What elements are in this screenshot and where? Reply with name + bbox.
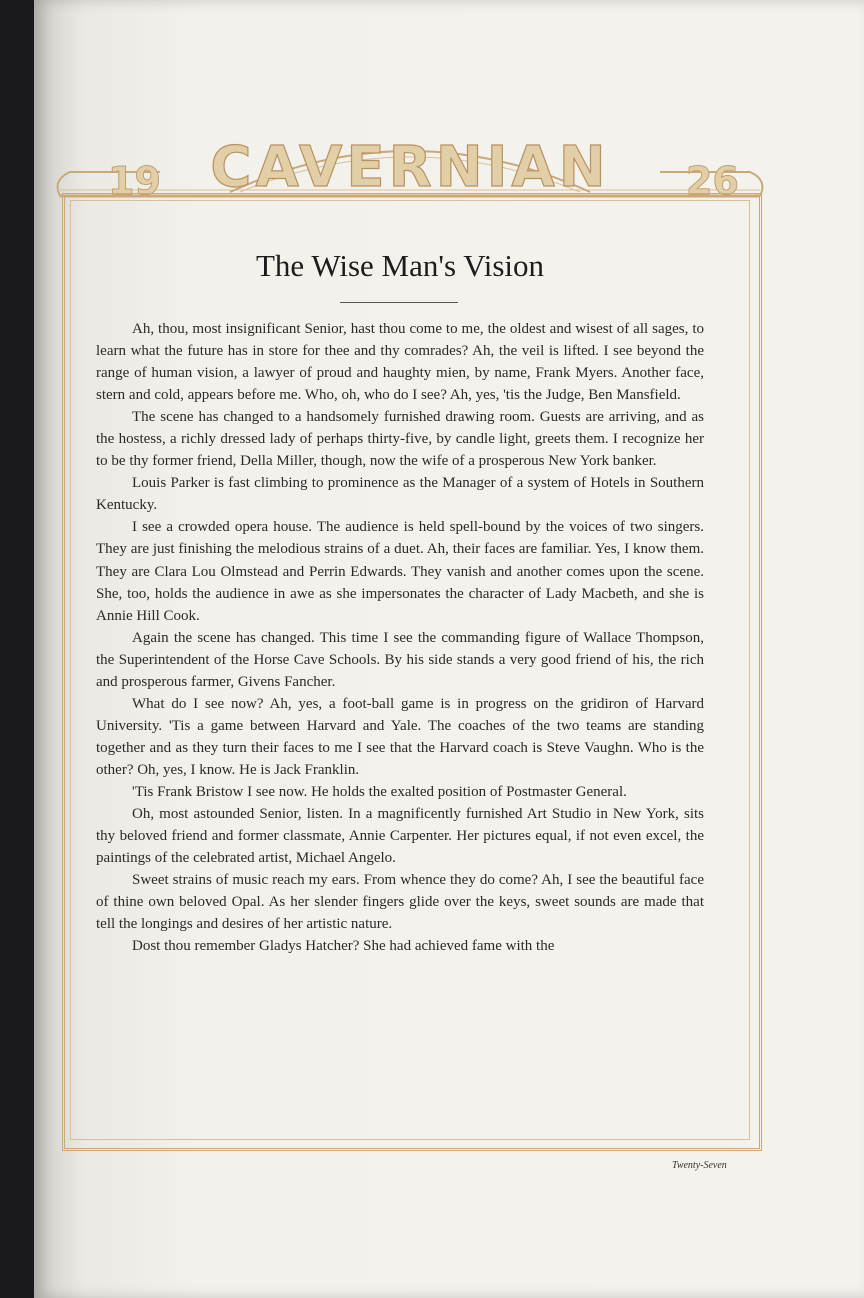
paragraph: Dost thou remember Gladys Hatcher? She had achieved fame with the <box>132 938 555 955</box>
article-body <box>96 318 704 957</box>
header-word: CAVERNIAN <box>210 135 610 200</box>
header-year-right: 26 <box>686 159 739 203</box>
paragraph: 'Tis Frank Bristow I see now. He holds the exalted position of Postmaster General. <box>132 783 627 800</box>
paragraph: Sweet strains of music reach my ears. From whence they do come? Ah, I see the beautiful face of thine own beloved Opal. As her slender fingers glide over the keys, sweet sounds are made that tell the longings and desires of her artistic nature. <box>96 872 704 933</box>
paragraph: The scene has changed to a handsomely furnished drawing room. Guests are arriving, and as the hostess, a richly dressed lady of perhaps thirty-five, by candle light, greets them. I recognize her to be thy former friend, Della Miller, though, now the wife of a prosperous New York banker. <box>96 409 704 470</box>
paragraph: Ah, thou, most insignificant Senior, hast thou come to me, the oldest and wisest of all sages, to learn what the future has in store for thee and thy comrades? Ah, the veil is lifted. I see beyond the range of human vision, a lawyer of proud and haughty mien, by name, Frank Myers. Another face, stern and cold, appears before me. Who, oh, who do I see? Ah, yes, 'tis the Judge, Ben Mansfield. <box>96 321 704 404</box>
header-year-left: 19 <box>108 159 161 203</box>
title-divider <box>340 302 458 303</box>
page-number-label: Twenty-Seven <box>672 1160 727 1171</box>
paragraph: I see a crowded opera house. The audience is held spell-bound by the voices of two singers. They are just finishing the melodious strains of a duet. Ah, their faces are familiar. Yes, I know them. They are Clara Lou Olmstead and Perrin Edwards. They vanish and another comes upon the scene. She, too, holds the audience in awe as she impersonates the character of Lady Macbeth, and she is Annie Hill Cook. <box>96 519 704 624</box>
article-title: The Wise Man's Vision <box>255 248 545 283</box>
paragraph: Oh, most astounded Senior, listen. In a magnificently furnished Art Studio in New York, sits thy beloved friend and former classmate, Annie Carpenter. Her pictures equal, if not even excel, the paintings of the celebrated artist, Michael Angelo. <box>96 806 704 867</box>
paragraph: Louis Parker is fast climbing to prominence as the Manager of a system of Hotels in Southern Kentucky. <box>96 475 704 514</box>
paragraph: What do I see now? Ah, yes, a foot-ball game is in progress on the gridiron of Harvard University. 'Tis a game between Harvard and Yale. The coaches of the two teams are standing together and as they turn their faces to me I see that the Harvard coach is Steve Vaughn. Who is the other? Oh, yes, I know. He is Jack Franklin. <box>96 695 704 778</box>
paragraph: Again the scene has changed. This time I see the commanding figure of Wallace Thompson, the Superintendent of the Horse Cave Schools. By his side stands a very good friend of his, the rich and prosperous farmer, Givens Fancher. <box>96 629 704 690</box>
